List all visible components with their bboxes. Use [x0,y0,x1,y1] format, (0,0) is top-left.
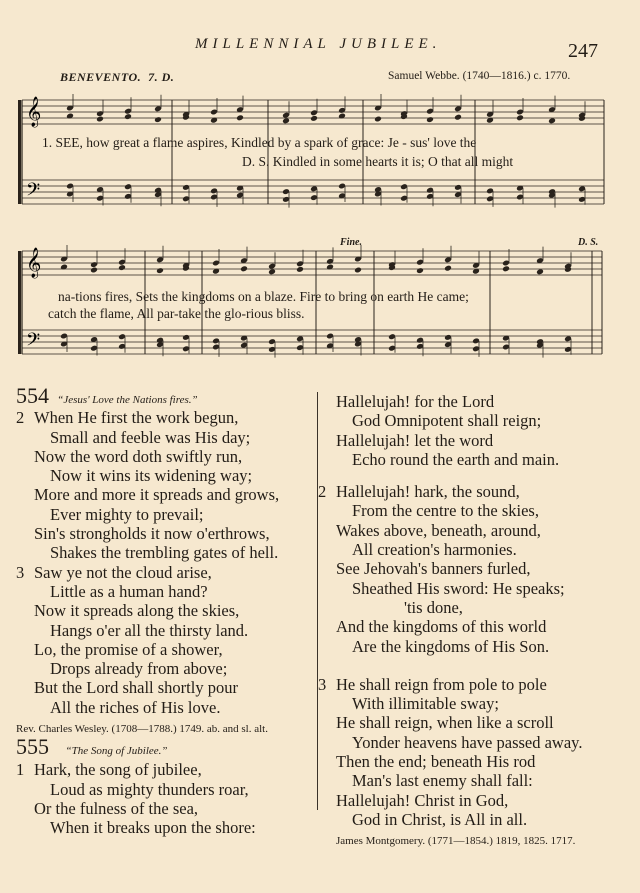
verse-line [16,818,316,837]
note-head [236,114,244,121]
note-head [96,116,104,123]
verse-line [318,810,628,829]
verse-text: Loud as mighty thunders roar, [50,779,249,799]
verse-line [318,482,628,501]
verse-text: Small and feeble was His day; [50,427,251,447]
verse-line [16,678,316,697]
note-head [354,267,362,274]
verse-line [318,771,628,790]
hymn-number: 554 [16,383,49,408]
verse-line [16,582,316,601]
verse-line [318,733,628,752]
verse-text: Hangs o'er all the thirsty land. [50,620,249,640]
verse-number: 3 [318,674,327,694]
treble-clef: 𝄞 [26,97,42,127]
verse-text: With illimitable sway; [352,694,499,714]
note-head [502,265,510,272]
hymn-555-continued [318,392,628,852]
verse-text: From the centre to the skies, [352,501,539,521]
verse-text: Hallelujah! for the Lord [336,392,495,411]
verse-line [318,521,628,540]
verse-line [16,505,316,524]
note-head [124,113,132,120]
verse-text: Sin's strongholds it now o'erthrows, [34,524,270,544]
verse-text: All the riches of His love. [50,697,221,717]
verse-line [16,447,316,466]
hymn-attribution: James Montgomery. (1771—1854.) 1819, 1825. 1717. [336,835,576,848]
note-head [426,116,434,123]
verse-line [16,780,316,799]
composer-dates: (1740—1816.) [462,70,531,82]
verse-text: Man's last enemy shall fall: [352,771,533,791]
verse-line [16,543,316,562]
note-head [154,116,162,123]
verse-text: When it breaks upon the shore: [50,818,256,838]
verse-line [318,752,628,771]
note-head [548,117,556,124]
verse-line [318,791,628,810]
note-head [536,268,544,275]
verse-number: 1 [16,760,25,780]
verse-text: Drops already from above; [50,659,228,679]
verse-line [16,601,316,620]
verse-text: Are the kingdoms of His Son. [352,636,550,656]
hymn-555 [16,734,316,838]
hymn-555-right-verses [318,392,628,829]
note-head [90,267,98,274]
verse-number: 2 [318,482,327,502]
verse-text: Shakes the trembling gates of hell. [50,543,279,563]
verse-text: Now it wins its widening way; [50,466,253,486]
fine-marking: Fine. [340,237,362,248]
note-head [282,117,290,124]
note-head [310,115,318,122]
note-head [416,267,424,274]
note-head [240,265,248,272]
verse-text: Hallelujah! hark, the sound, [336,482,520,502]
verse-text: God in Christ, is All in all. [352,809,528,829]
verse-text: Hallelujah! Christ in God, [336,790,509,810]
lyrics-line1-ds: D. S. Kindled in some hearts it is; O that all might [242,154,514,169]
verse-text: Echo round the earth and main. [352,449,560,469]
verse-line [318,598,628,617]
note-head [454,114,462,121]
verse-line [16,640,316,659]
ds-marking: D. S. [578,237,599,248]
verse-line [318,450,628,469]
verse-text: Or the fulness of the sea, [34,798,199,818]
note-head [374,116,382,123]
verse-line [318,713,628,732]
tune-title: BENEVENTO. [60,70,142,84]
tune-meter: 7. D. [148,70,175,84]
verse-text: Hallelujah! let the word [336,430,494,450]
verse-line [16,428,316,447]
lyrics-line2-ds: catch the flame, All par-take the glo-rious bliss. [48,306,305,321]
hymn-attribution: Rev. Charles Wesley. (1708—1788.) 1749. ab. and sl. alt. [16,723,268,736]
system-bracket [18,251,21,354]
verse-line [318,540,628,559]
verse-text: Now the word doth swiftly run, [34,446,243,466]
verse-line [318,637,628,656]
verse-text: Little as a human hand? [50,581,208,601]
verse-text: He shall reign from pole to pole [336,674,547,694]
verse-text: Now it spreads along the skies, [34,601,240,621]
verse-line [318,501,628,520]
verse-text: 'tis done, [404,597,463,617]
note-head [118,264,126,271]
composition-date: c. 1770. [533,70,571,82]
running-header: MILLENNIAL JUBILEE. [195,36,442,52]
composer-name: Samuel Webbe. [388,70,460,82]
verse-line [16,563,316,582]
verse-line [318,431,628,450]
verse-text: And the kingdoms of this world [336,617,547,637]
verse-line [16,524,316,543]
verse-text: Ever mighty to prevail; [50,504,204,524]
note-head [296,266,304,273]
page-number: 247 [568,40,598,62]
bass-clef: 𝄢 [26,330,41,355]
verse-line [16,408,316,427]
hymn-number: 555 [16,734,49,759]
verse-line [16,799,316,818]
verse-line [318,675,628,694]
verse-text: More and more it spreads and grows, [34,485,280,505]
system-bracket [18,100,21,204]
verse-line [16,485,316,504]
verse-line [318,579,628,598]
verse-text: All creation's harmonies. [352,540,517,560]
note-head [516,114,524,121]
hymn-554-verses [16,408,316,717]
verse-number: 3 [16,562,25,582]
verse-text: When He first the work begun, [34,408,239,428]
verse-line [16,621,316,640]
verse-text: God Omnipotent shall reign; [352,411,542,431]
note-head [444,265,452,272]
lyrics-line1-verse: 1. SEE, how great a flame aspires, Kindled by a spark of grace: Je - sus' love the [42,135,477,150]
treble-clef: 𝄞 [26,248,42,278]
verse-line [16,659,316,678]
hymn-title: “Jesus' Love the Nations fires.” [57,394,198,406]
verse-line [16,698,316,717]
verse-text: See Jehovah's banners furled, [336,559,531,579]
verse-text: Yonder heavens have passed away. [352,732,583,752]
verse-line [318,411,628,430]
hymn-title: “The Song of Jubilee.” [65,745,168,757]
verse-line [318,694,628,713]
verse-line [318,617,628,636]
verse-text: Wakes above, beneath, around, [336,520,541,540]
bass-clef: 𝄢 [26,180,41,205]
verse-text: Then the end; beneath His rod [336,752,536,772]
verse-text: Lo, the promise of a shower, [34,639,223,659]
verse-text: Hark, the song of jubilee, [34,760,202,780]
lyrics-line2-verse: na-tions fires, Sets the kingdoms on a blaze. Fire to bring on earth He came; [58,289,469,304]
verse-text: He shall reign, when like a scroll [336,713,554,733]
verse-text: Saw ye not the cloud arise, [34,562,212,582]
verse-line [16,760,316,779]
note-head [156,267,164,274]
verse-number: 2 [16,408,25,428]
verse-text: But the Lord shall shortly pour [34,678,238,698]
hymn-554 [16,383,316,739]
hymn-555-verse1 [16,760,316,837]
verse-line [318,392,628,411]
note-head [268,268,276,275]
verse-line [318,559,628,578]
music-score [0,0,640,380]
verse-text: Sheathed His sword: He speaks; [352,578,565,598]
verse-line [16,466,316,485]
